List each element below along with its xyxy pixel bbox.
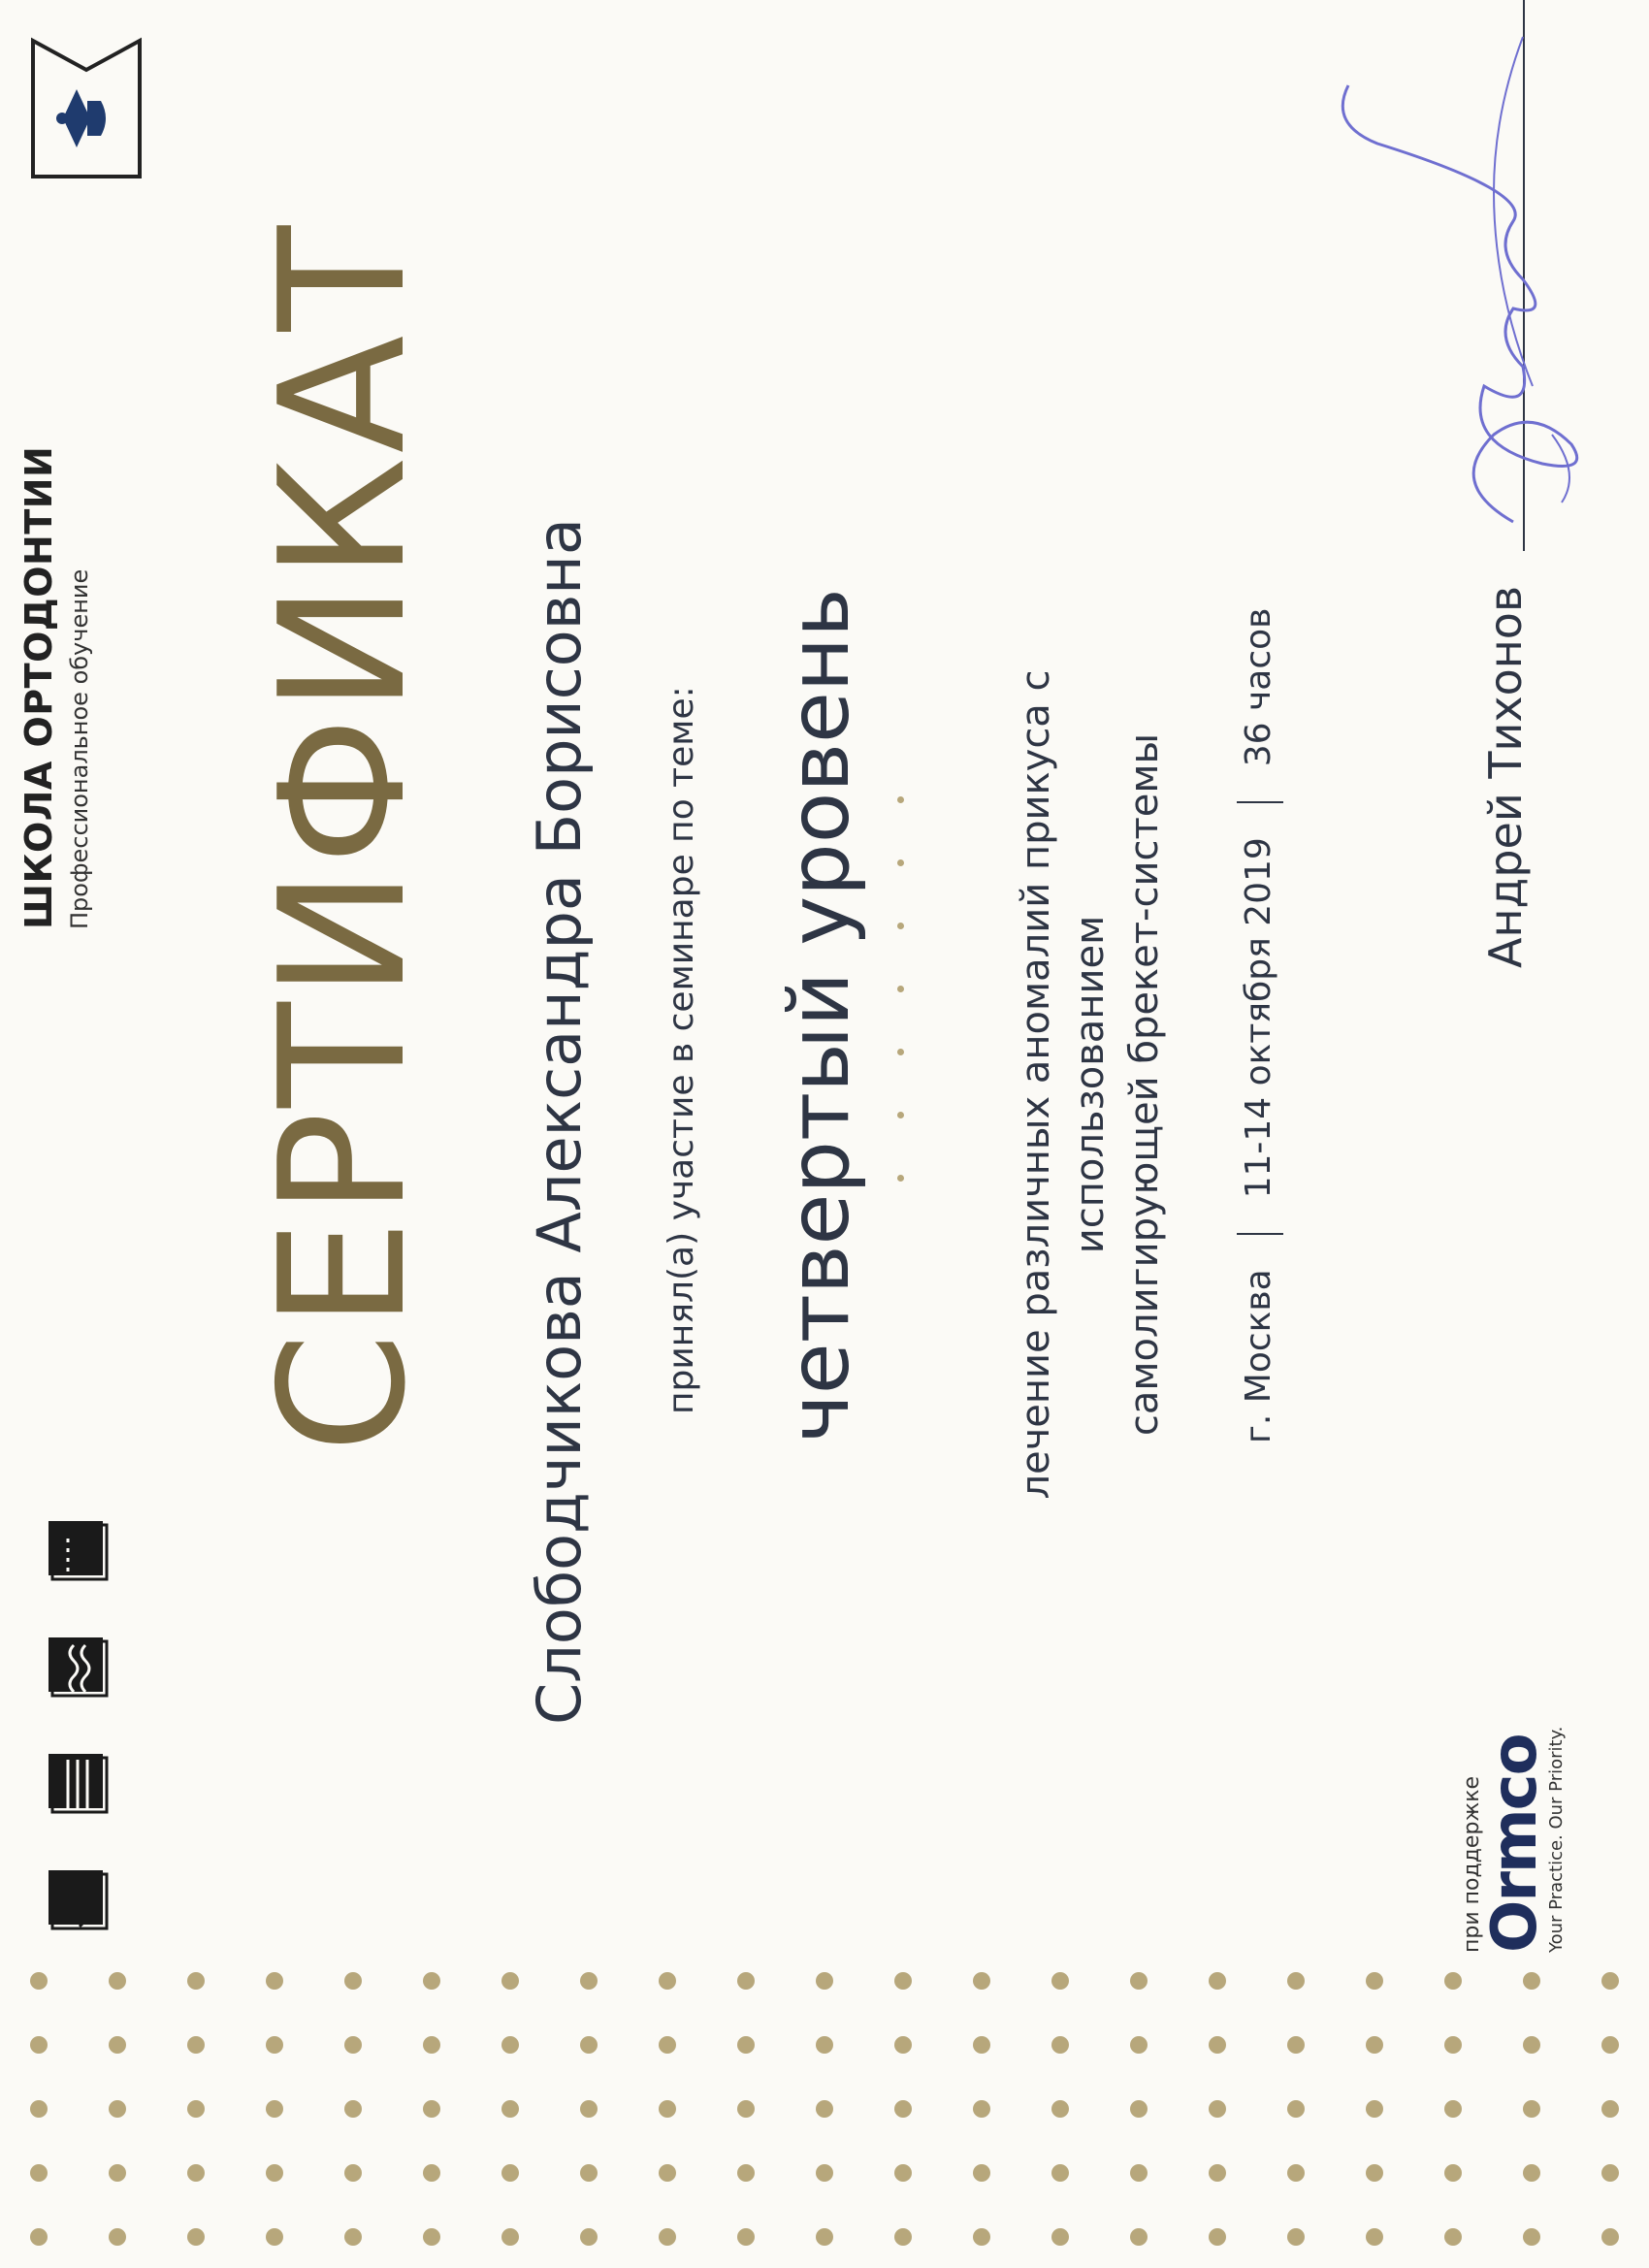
decorative-dot (1130, 2164, 1148, 2182)
recipient-name: Слободчикова Александра Борисовна (524, 518, 595, 1725)
decorative-dot (344, 1972, 362, 1990)
decorative-dot (30, 2164, 48, 2182)
decorative-dot (973, 2164, 990, 2182)
seminar-meta (1237, 608, 1283, 1443)
decorative-dot (1366, 1972, 1383, 1990)
dotted-book-icon (39, 1511, 116, 1589)
decorative-dot-pattern (0, 1948, 1649, 2268)
decorative-dot (816, 2228, 833, 2246)
decorative-dot (816, 2036, 833, 2054)
decorative-dot (1130, 1972, 1148, 1990)
stacked-book-icon (39, 1861, 116, 1938)
decorative-dot (344, 2100, 362, 2118)
decorative-dot (894, 1972, 912, 1990)
decorative-dot (1523, 2100, 1540, 2118)
decorative-dot (1601, 2164, 1619, 2182)
decorative-dot (266, 2100, 283, 2118)
decorative-dot (266, 2164, 283, 2182)
decorative-dot (1444, 1972, 1462, 1990)
decorative-dot (344, 2228, 362, 2246)
decorative-dot (1601, 2228, 1619, 2246)
decorative-dot (109, 2164, 126, 2182)
sponsor-tagline: Your Practice. Our Priority. (1546, 1726, 1567, 1953)
decorative-dot (737, 2036, 755, 2054)
decorative-dot (1130, 2100, 1148, 2118)
decorative-dot (580, 1972, 598, 1990)
decorative-dot (1287, 2036, 1305, 2054)
decorative-dot (1209, 2100, 1226, 2118)
decorative-dot (109, 2228, 126, 2246)
decorative-dot (580, 2100, 598, 2118)
decorative-dot (1051, 2036, 1069, 2054)
seminar-hours: 36 часов (1239, 607, 1278, 767)
decorative-dot (1601, 2100, 1619, 2118)
decorative-dot (659, 2228, 676, 2246)
decorative-dot (894, 2164, 912, 2182)
decorative-dot (1366, 2036, 1383, 2054)
decorative-dot (1366, 2164, 1383, 2182)
decorative-dot (501, 2164, 519, 2182)
decorative-dot (737, 2228, 755, 2246)
decorative-dot (501, 2036, 519, 2054)
decorative-dot (1209, 2036, 1226, 2054)
decorative-dot (109, 2100, 126, 2118)
school-name: ШКОЛА ОРТОДОНТИИ (17, 445, 60, 929)
decorative-dot (266, 2036, 283, 2054)
decorative-dot (737, 2164, 755, 2182)
decorative-dot (187, 2228, 205, 2246)
decorative-dot (30, 1972, 48, 1990)
decorative-dot (109, 1972, 126, 1990)
decorative-dot (737, 1972, 755, 1990)
decorative-dot (30, 2228, 48, 2246)
decorative-dot (501, 2100, 519, 2118)
decorative-dot (187, 1972, 205, 1990)
sponsor-block (1460, 1633, 1567, 1953)
decorative-dot (580, 2228, 598, 2246)
decorative-dot (580, 2036, 598, 2054)
decorative-dot (423, 2100, 440, 2118)
lined-book-icon (39, 1744, 116, 1822)
decorative-dot (344, 2164, 362, 2182)
decorative-dot (1601, 2036, 1619, 2054)
decorative-dot (423, 2228, 440, 2246)
ormco-logo: Ormco (1479, 1734, 1551, 1953)
decorative-dot (1444, 2164, 1462, 2182)
decorative-dot (973, 2100, 990, 2118)
decorative-dot (1523, 2164, 1540, 2182)
decorative-dot (1444, 2100, 1462, 2118)
decorative-dot (1366, 2100, 1383, 2118)
decorative-dot (816, 2100, 833, 2118)
certificate-title: СЕРТИФИКАТ (242, 221, 443, 1453)
book-icons-row (39, 1511, 116, 1938)
decorative-dot (894, 2228, 912, 2246)
decorative-dot (1444, 2036, 1462, 2054)
decorative-dot (109, 2036, 126, 2054)
participation-text: принял(а) участие в семинаре по теме: (662, 686, 701, 1414)
graduation-cap-icon (23, 21, 159, 196)
decorative-dot (1051, 2164, 1069, 2182)
decorative-dot (187, 2100, 205, 2118)
decorative-dot (266, 1972, 283, 1990)
decorative-dot (973, 1972, 990, 1990)
meta-divider (1237, 1233, 1283, 1235)
decorative-dot (187, 2036, 205, 2054)
decorative-dot (1051, 2100, 1069, 2118)
decorative-dot (1209, 1972, 1226, 1990)
decorative-dot (423, 1972, 440, 1990)
decorative-dot (1287, 2228, 1305, 2246)
course-level: четвертый уровень (771, 588, 868, 1443)
decorative-dot (1130, 2228, 1148, 2246)
handwritten-signature (1339, 17, 1649, 541)
decorative-dot (501, 1972, 519, 1990)
sponsor-support-text: при поддержке (1460, 1775, 1484, 1953)
decorative-dot (1444, 2228, 1462, 2246)
signer-name: Андрей Тихонов (1479, 585, 1532, 968)
decorative-dot (187, 2164, 205, 2182)
decorative-dot (973, 2036, 990, 2054)
decorative-dot (423, 2164, 440, 2182)
seminar-topic (1009, 522, 1172, 1647)
decorative-dot (30, 2036, 48, 2054)
decorative-dot (1051, 1972, 1069, 1990)
seminar-city: г. Москва (1239, 1269, 1278, 1443)
decorative-dot (1523, 1972, 1540, 1990)
seminar-dates: 11-14 октября 2019 (1239, 837, 1278, 1199)
seminar-topic-line-1: лечение различных аномалий прикуса с использованием (1014, 669, 1113, 1500)
decorative-dot (816, 2164, 833, 2182)
decorative-dot (580, 2164, 598, 2182)
decorative-dot (894, 2036, 912, 2054)
decorative-dot (30, 2100, 48, 2118)
decorative-dot (1287, 2164, 1305, 2182)
decorative-dot (1287, 1972, 1305, 1990)
meta-divider (1237, 801, 1283, 803)
decorative-dot (1523, 2036, 1540, 2054)
decorative-dots (897, 796, 904, 1182)
decorative-dot (1051, 2228, 1069, 2246)
decorative-dot (659, 2164, 676, 2182)
school-subtitle: Профессиональное обучение (66, 568, 93, 929)
decorative-dot (1601, 1972, 1619, 1990)
decorative-dot (659, 1972, 676, 1990)
decorative-dot (973, 2228, 990, 2246)
decorative-dot (501, 2228, 519, 2246)
decorative-dot (894, 2100, 912, 2118)
decorative-dot (737, 2100, 755, 2118)
decorative-dot (1130, 2036, 1148, 2054)
decorative-dot (816, 1972, 833, 1990)
decorative-dot (1523, 2228, 1540, 2246)
seminar-topic-line-2: самолигирующей брекет-системы (1122, 732, 1167, 1437)
decorative-dot (1366, 2228, 1383, 2246)
decorative-dot (266, 2228, 283, 2246)
wave-book-icon (39, 1628, 116, 1705)
decorative-dot (659, 2100, 676, 2118)
decorative-dot (1209, 2164, 1226, 2182)
decorative-dot (1209, 2228, 1226, 2246)
decorative-dot (423, 2036, 440, 2054)
decorative-dot (659, 2036, 676, 2054)
decorative-dot (1287, 2100, 1305, 2118)
decorative-dot (344, 2036, 362, 2054)
